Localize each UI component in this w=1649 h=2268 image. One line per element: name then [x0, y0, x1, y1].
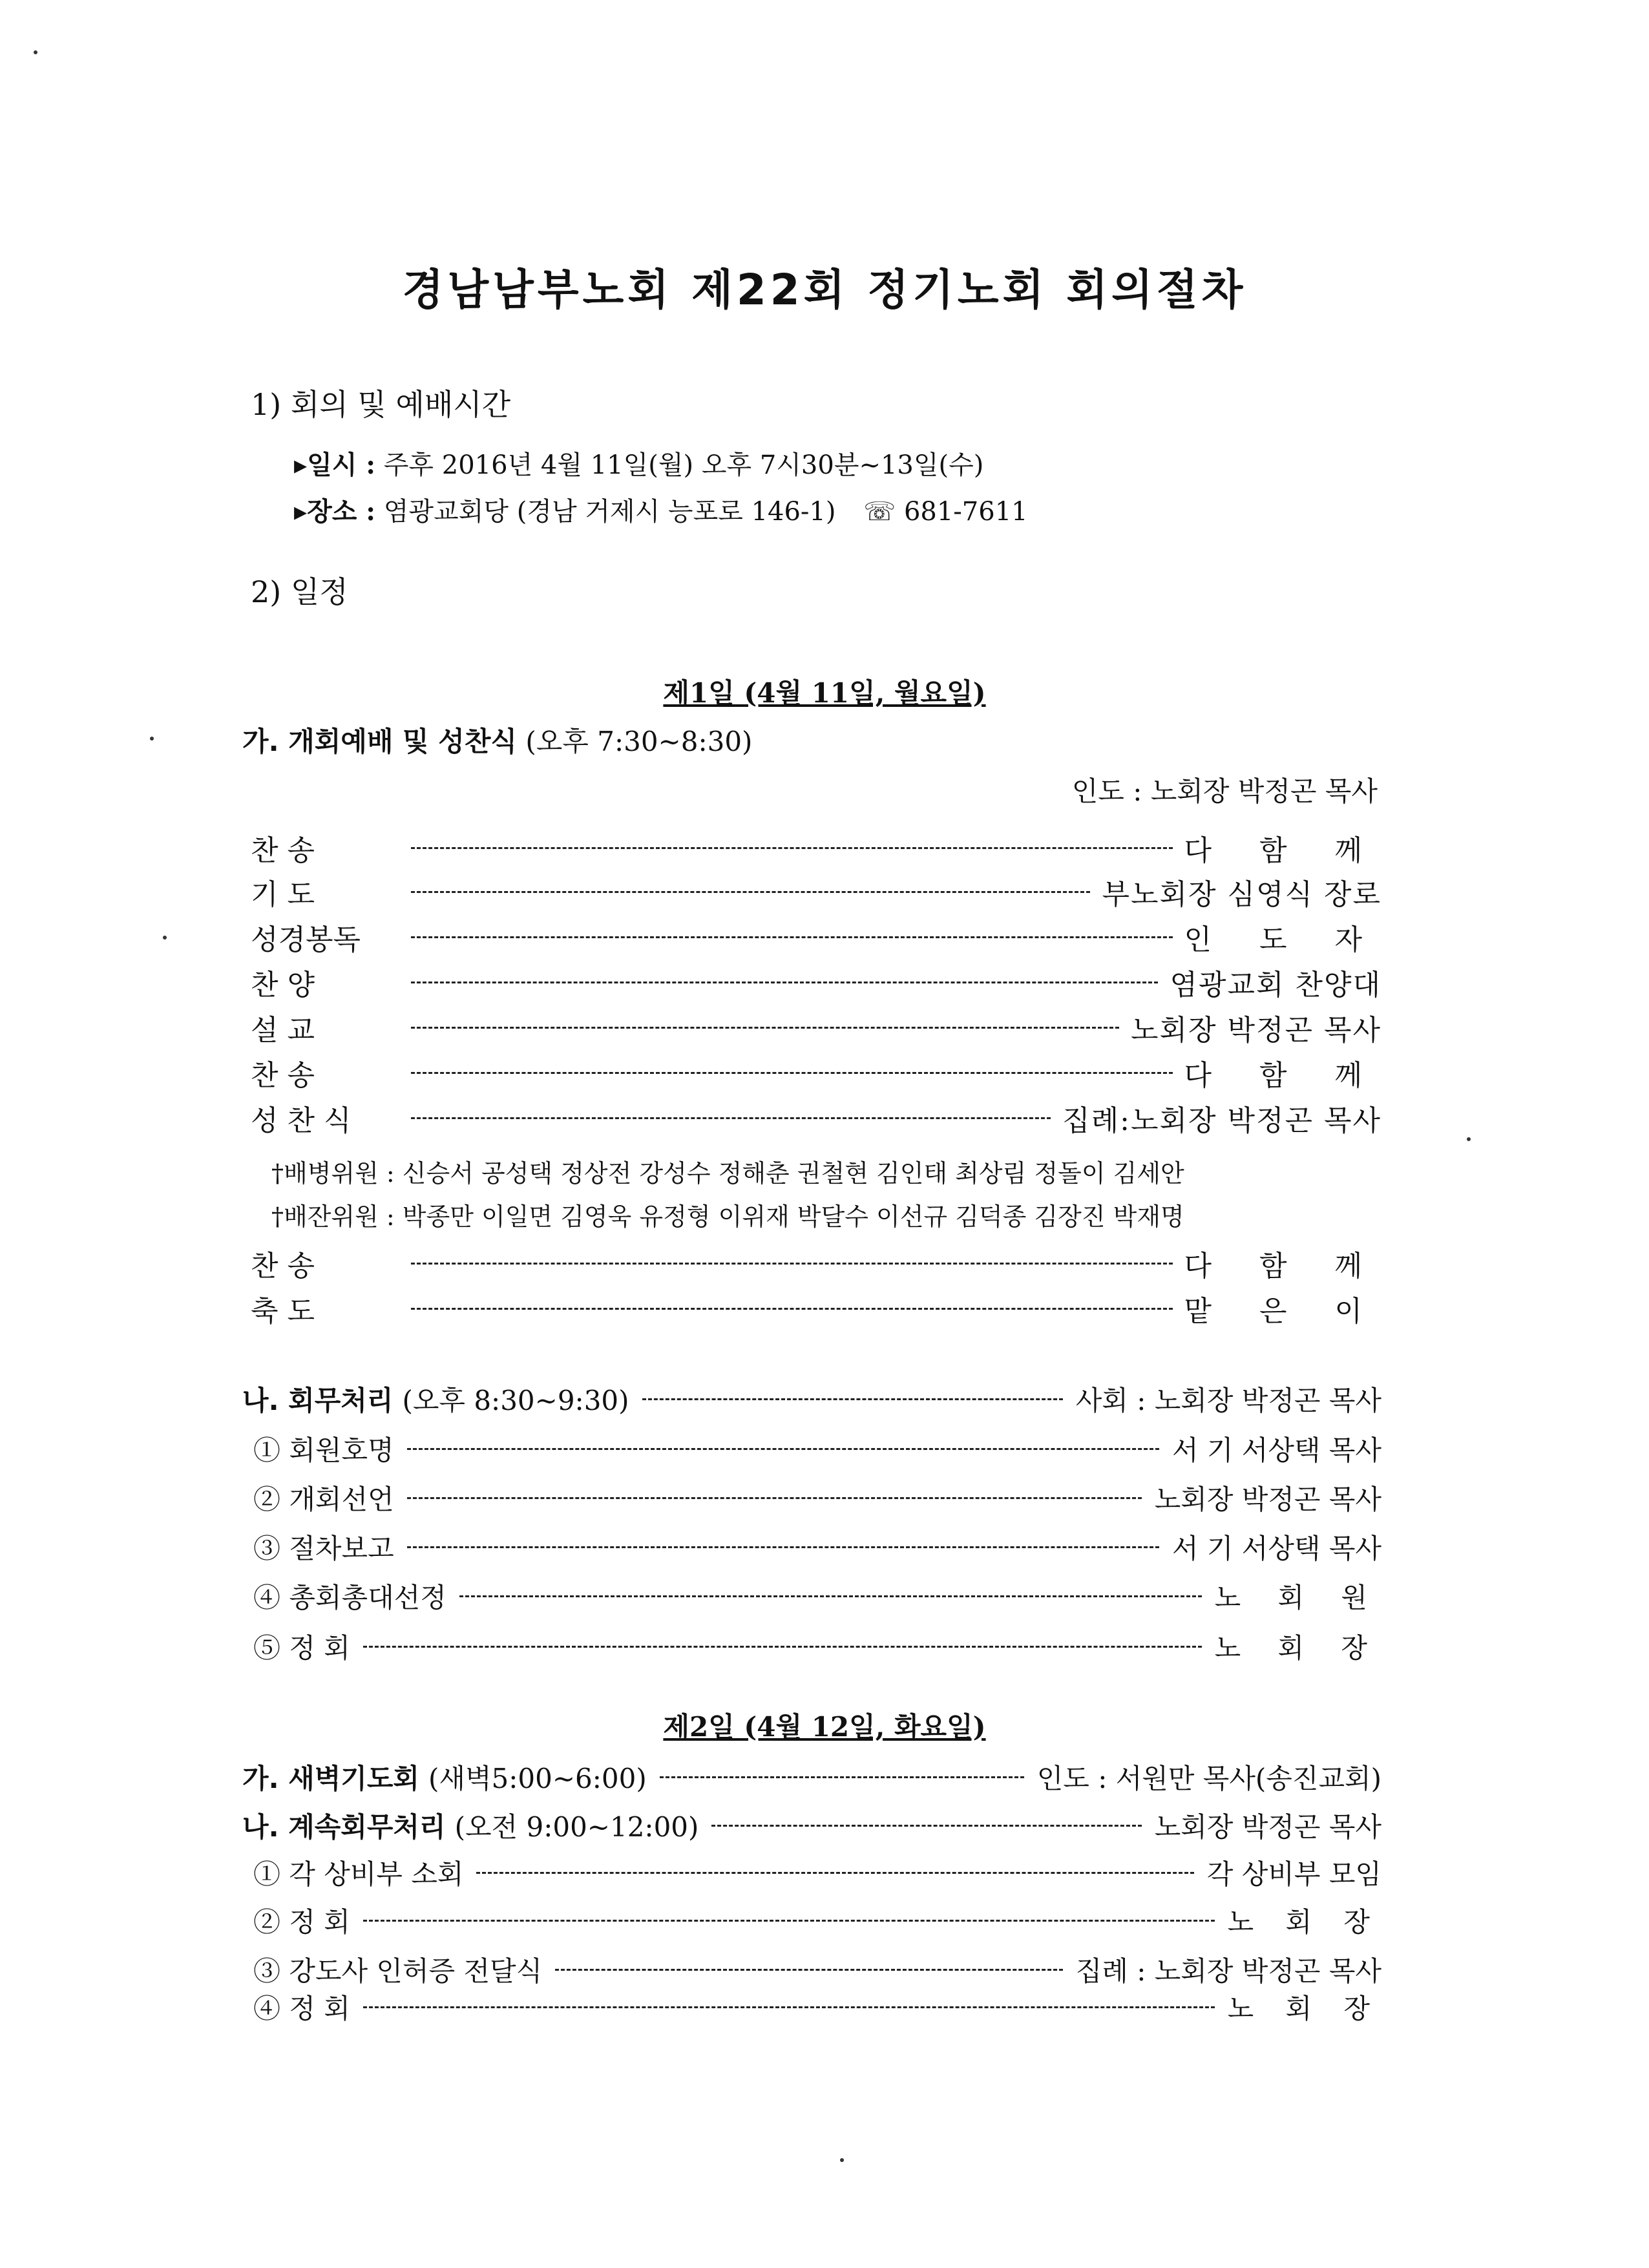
day1-business-label: 나. 회무처리 [242, 1385, 394, 1416]
day1-worship-label: 가. 개회예배 및 성찬식 [242, 726, 517, 757]
day1-worship-time: (오후 7:30~8:30) [525, 726, 753, 757]
worship-item: 성 찬 식 집례:노회장 박정곤 목사 [251, 1104, 1381, 1137]
phone-number: ☏ 681-7611 [863, 497, 1028, 527]
business-item: ① 회원호명 서 기 서상택 목사 [253, 1434, 1381, 1466]
bread-servers: †배병위원 : 신승서 공성택 정상전 강성수 정해춘 권철현 김인태 최상림 정돌이 김세안 [271, 1159, 1184, 1188]
scan-speck [840, 2158, 844, 2162]
day1-heading: 제1일 (4월 11일, 월요일) [663, 677, 986, 709]
day2-item: ③ 강도사 인허증 전달식 집례 : 노회장 박정곤 목사 [253, 1955, 1381, 1987]
document-title: 경남남부노회 제22회 정기노회 회의절차 [402, 265, 1247, 315]
worship-item: 설 교 노회장 박정곤 목사 [251, 1014, 1381, 1047]
date-value: 주후 2016년 4월 11일(월) 오후 7시30분~13일(수) [383, 450, 984, 480]
worship-item: 축 도 맡 은 이 [251, 1295, 1381, 1328]
section-heading-times: 1) 회의 및 예배시간 [251, 387, 511, 422]
day1-business-time: (오후 8:30~9:30) [402, 1385, 629, 1416]
date-line [294, 445, 983, 481]
scan-speck [34, 50, 37, 54]
day2-item: ④ 정 회 노 회 장 [253, 1993, 1381, 2024]
place-line [294, 491, 1028, 528]
day2-item: ① 각 상비부 소회 각 상비부 모임 [253, 1858, 1381, 1890]
scan-speck [163, 936, 167, 940]
day2-dawn-time: (새벽5:00~6:00) [428, 1763, 647, 1794]
day1-business-heading [242, 1380, 1381, 1418]
day2-business-label: 나. 계속회무처리 [242, 1811, 446, 1843]
day2-item: ② 정 회 노 회 장 [253, 1906, 1381, 1938]
worship-item: 찬 송 다 함 께 [251, 834, 1381, 867]
day2-dawn-leader: 인도 : 서원만 목사(송진교회) [1036, 1763, 1381, 1794]
day1-worship-heading [242, 720, 752, 759]
business-item: ④ 총회총대선정 노 회 원 [253, 1582, 1381, 1613]
day2-heading: 제2일 (4월 12일, 화요일) [663, 1711, 986, 1743]
business-item: ⑤ 정 회 노 회 장 [253, 1632, 1381, 1664]
day2-dawn-label: 가. 새벽기도회 [242, 1763, 420, 1794]
worship-item: 찬 송 다 함 께 [251, 1250, 1381, 1283]
day1-leader: 인도 : 노회장 박정곤 목사 [1071, 775, 1378, 807]
day2-business-chair: 노회장 박정곤 목사 [1154, 1811, 1381, 1843]
place-value: 염광교회당 (경남 거제시 능포로 146-1) [383, 497, 836, 527]
place-label: ▸장소 : [294, 496, 376, 527]
day2-business-time: (오전 9:00~12:00) [454, 1811, 699, 1843]
worship-item: 찬 송 다 함 께 [251, 1059, 1381, 1092]
scan-speck [150, 737, 154, 740]
day2-continued-business [242, 1806, 1381, 1845]
worship-item: 성경봉독 인 도 자 [251, 923, 1381, 956]
date-label: ▸일시 : [294, 450, 376, 480]
worship-item: 기 도 부노회장 심영식 장로 [251, 878, 1381, 911]
scan-speck [1467, 1137, 1471, 1141]
worship-item: 찬 양 염광교회 찬양대 [251, 969, 1381, 1002]
day1-business-chair: 사회 : 노회장 박정곤 목사 [1075, 1385, 1381, 1416]
business-item: ② 개회선언 노회장 박정곤 목사 [253, 1484, 1381, 1515]
business-item: ③ 절차보고 서 기 서상택 목사 [253, 1533, 1381, 1564]
section-heading-schedule: 2) 일정 [251, 574, 348, 609]
day2-dawn-prayer [242, 1758, 1381, 1796]
cup-servers: †배잔위원 : 박종만 이일면 김영욱 유정형 이위재 박달수 이선규 김덕종 김장진 박재명 [271, 1202, 1184, 1231]
